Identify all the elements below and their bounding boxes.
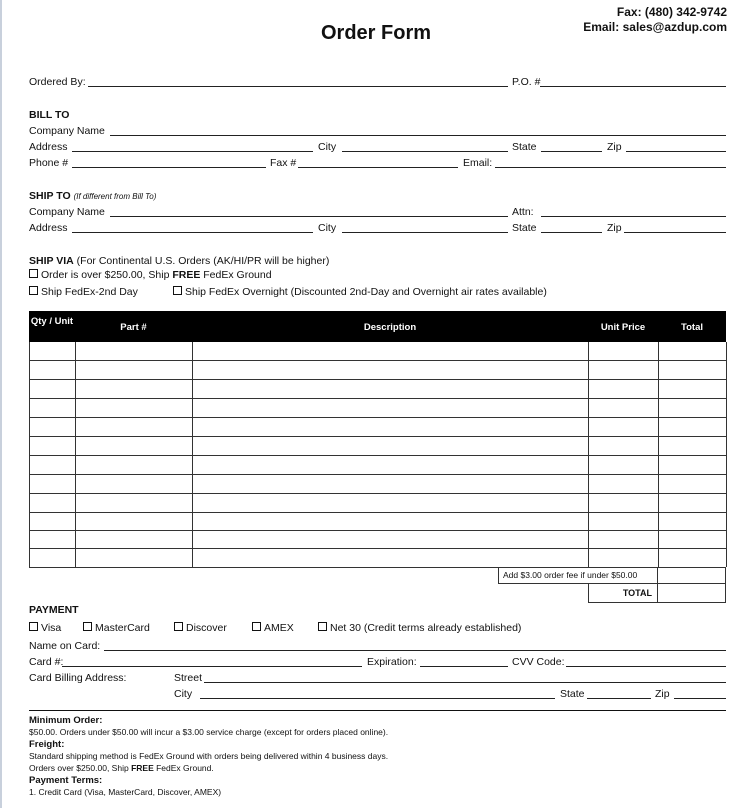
bill-zip-label: Zip bbox=[607, 141, 622, 153]
ship-to-heading: SHIP TO (If different from Bill To) bbox=[29, 190, 157, 202]
payment-terms-text: 1. Credit Card (Visa, MasterCard, Discover, AMEX) bbox=[29, 786, 222, 797]
table-row-line bbox=[29, 398, 726, 399]
col-unit-price-header: Unit Price bbox=[600, 322, 646, 333]
table-row-line bbox=[29, 530, 726, 531]
bill-phone-label: Phone # bbox=[29, 157, 69, 169]
ship-option-overnight[interactable]: Ship FedEx Overnight (Discounted 2nd-Day and Overnight air rates available) bbox=[173, 286, 547, 298]
ship-attn-label: Attn: bbox=[512, 206, 534, 218]
ship-company-label: Company Name bbox=[29, 206, 105, 218]
checkbox-icon[interactable] bbox=[173, 286, 182, 295]
checkbox-icon[interactable] bbox=[29, 286, 38, 295]
ordered-by-label: Ordered By: bbox=[29, 76, 86, 88]
ship-city-field[interactable] bbox=[342, 232, 508, 233]
ship-state-label: State bbox=[512, 222, 537, 234]
bill-city-label: City bbox=[318, 141, 337, 153]
bill-email-field[interactable] bbox=[495, 167, 726, 168]
table-row-line bbox=[29, 493, 726, 494]
bill-city-field[interactable] bbox=[342, 151, 508, 152]
pay-option-visa[interactable]: Visa bbox=[29, 622, 61, 634]
fee-amount-field[interactable] bbox=[658, 567, 726, 584]
pay-option-amex[interactable]: AMEX bbox=[252, 622, 294, 634]
checkbox-icon[interactable] bbox=[29, 269, 38, 278]
ship-zip-label: Zip bbox=[607, 222, 622, 234]
checkbox-icon[interactable] bbox=[29, 622, 38, 631]
pay-option-mastercard[interactable]: MasterCard bbox=[83, 622, 150, 634]
checkbox-icon[interactable] bbox=[318, 622, 327, 631]
billing-state-field[interactable] bbox=[587, 698, 651, 699]
email-address[interactable]: Email: sales@azdup.com bbox=[583, 20, 727, 34]
checkbox-icon[interactable] bbox=[252, 622, 261, 631]
table-row-line bbox=[29, 474, 726, 475]
ship-address-label: Address bbox=[29, 222, 68, 234]
table-row-line bbox=[29, 360, 726, 361]
ship-via-note: (For Continental U.S. Orders (AK/HI/PR will be higher) bbox=[76, 255, 330, 267]
contact-block bbox=[583, 5, 727, 35]
table-col-line bbox=[29, 342, 30, 567]
ship-company-field[interactable] bbox=[110, 216, 508, 217]
checkbox-icon[interactable] bbox=[83, 622, 92, 631]
freight-text: Standard shipping method is FedEx Ground with orders being delivered within 4 business days. bbox=[29, 750, 389, 761]
ship-attn-field[interactable] bbox=[541, 216, 726, 217]
table-col-line bbox=[588, 342, 589, 567]
ship-state-field[interactable] bbox=[541, 232, 602, 233]
fax-number: Fax: (480) 342-9742 bbox=[616, 5, 727, 19]
bill-state-label: State bbox=[512, 141, 537, 153]
table-col-line bbox=[192, 342, 193, 567]
total-label: TOTAL bbox=[622, 588, 652, 598]
billing-zip-field[interactable] bbox=[674, 698, 726, 699]
table-col-line bbox=[726, 342, 727, 567]
table-col-line bbox=[658, 342, 659, 567]
table-row-line bbox=[29, 417, 726, 418]
card-number-label: Card #: bbox=[29, 656, 64, 668]
ship-option-free-ground[interactable]: Order is over $250.00, Ship FREE FedEx Ground bbox=[29, 269, 272, 281]
bill-state-field[interactable] bbox=[541, 151, 602, 152]
freight-title: Freight: bbox=[29, 738, 65, 750]
col-part-header: Part # bbox=[120, 322, 147, 333]
bill-email-label: Email: bbox=[463, 157, 493, 169]
po-field[interactable] bbox=[540, 86, 726, 87]
ship-zip-field[interactable] bbox=[624, 232, 726, 233]
table-col-line bbox=[75, 342, 76, 567]
bill-company-label: Company Name bbox=[29, 125, 105, 137]
table-row-line bbox=[29, 512, 726, 513]
fee-note: Add $3.00 order fee if under $50.00 bbox=[503, 570, 638, 580]
billing-address-label: Card Billing Address: bbox=[29, 672, 127, 684]
table-row-line bbox=[29, 436, 726, 437]
col-description-header: Description bbox=[363, 322, 417, 333]
cvv-label: CVV Code: bbox=[512, 656, 565, 668]
table-row-line bbox=[29, 455, 726, 456]
billing-state-label: State bbox=[560, 688, 585, 700]
bill-address-label: Address bbox=[29, 141, 68, 153]
billing-street-label: Street bbox=[174, 672, 203, 684]
pay-option-discover[interactable]: Discover bbox=[174, 622, 227, 634]
table-row-line bbox=[29, 379, 726, 380]
expiration-field[interactable] bbox=[420, 666, 508, 667]
payment-heading: PAYMENT bbox=[29, 604, 79, 616]
name-on-card-field[interactable] bbox=[104, 650, 726, 651]
ship-via-heading: SHIP VIA (For Continental U.S. Orders (AK/HI/PR will be higher) bbox=[29, 255, 330, 267]
freight-text-2: Orders over $250.00, Ship FREE FedEx Ground. bbox=[29, 763, 214, 773]
form-title: Order Form bbox=[321, 22, 432, 44]
total-label-box bbox=[588, 584, 658, 603]
ship-city-label: City bbox=[318, 222, 337, 234]
bill-company-field[interactable] bbox=[110, 135, 726, 136]
ship-address-field[interactable] bbox=[72, 232, 313, 233]
po-label: P.O. # bbox=[512, 76, 541, 88]
table-row-line bbox=[29, 548, 726, 549]
card-number-field[interactable] bbox=[62, 666, 362, 667]
billing-zip-label: Zip bbox=[655, 688, 670, 700]
billing-street-field[interactable] bbox=[204, 682, 726, 683]
col-total-header: Total bbox=[681, 322, 703, 333]
checkbox-icon[interactable] bbox=[174, 622, 183, 631]
col-qty-header: Qty / Unit bbox=[30, 316, 74, 327]
payment-terms-title: Payment Terms: bbox=[29, 774, 103, 786]
expiration-label: Expiration: bbox=[367, 656, 417, 668]
ship-option-2nd-day[interactable]: Ship FedEx-2nd Day bbox=[29, 286, 138, 298]
terms-notes bbox=[29, 715, 388, 798]
ship-to-note: (If different from Bill To) bbox=[73, 192, 157, 201]
total-amount-field[interactable] bbox=[658, 584, 726, 603]
bill-zip-field[interactable] bbox=[626, 151, 726, 152]
min-order-title: Minimum Order: bbox=[29, 715, 103, 726]
billing-city-label: City bbox=[174, 688, 193, 700]
min-order-text: $50.00. Orders under $50.00 will incur a $3.00 service charge (except for orders placed online). bbox=[29, 727, 389, 737]
order-table-header bbox=[29, 311, 726, 342]
fee-note-box bbox=[498, 567, 658, 584]
pay-option-net30[interactable]: Net 30 (Credit terms already established) bbox=[318, 622, 521, 634]
bill-phone-field[interactable] bbox=[72, 167, 266, 168]
bill-to-heading: BILL TO bbox=[29, 109, 70, 121]
ordered-by-field[interactable] bbox=[88, 86, 508, 87]
billing-city-field[interactable] bbox=[200, 698, 555, 699]
name-on-card-label: Name on Card: bbox=[29, 640, 101, 652]
bill-address-field[interactable] bbox=[72, 151, 313, 152]
bill-fax-field[interactable] bbox=[298, 167, 458, 168]
section-divider bbox=[29, 710, 726, 711]
page-edge bbox=[0, 0, 2, 808]
bill-fax-label: Fax # bbox=[270, 157, 297, 169]
cvv-field[interactable] bbox=[566, 666, 726, 667]
